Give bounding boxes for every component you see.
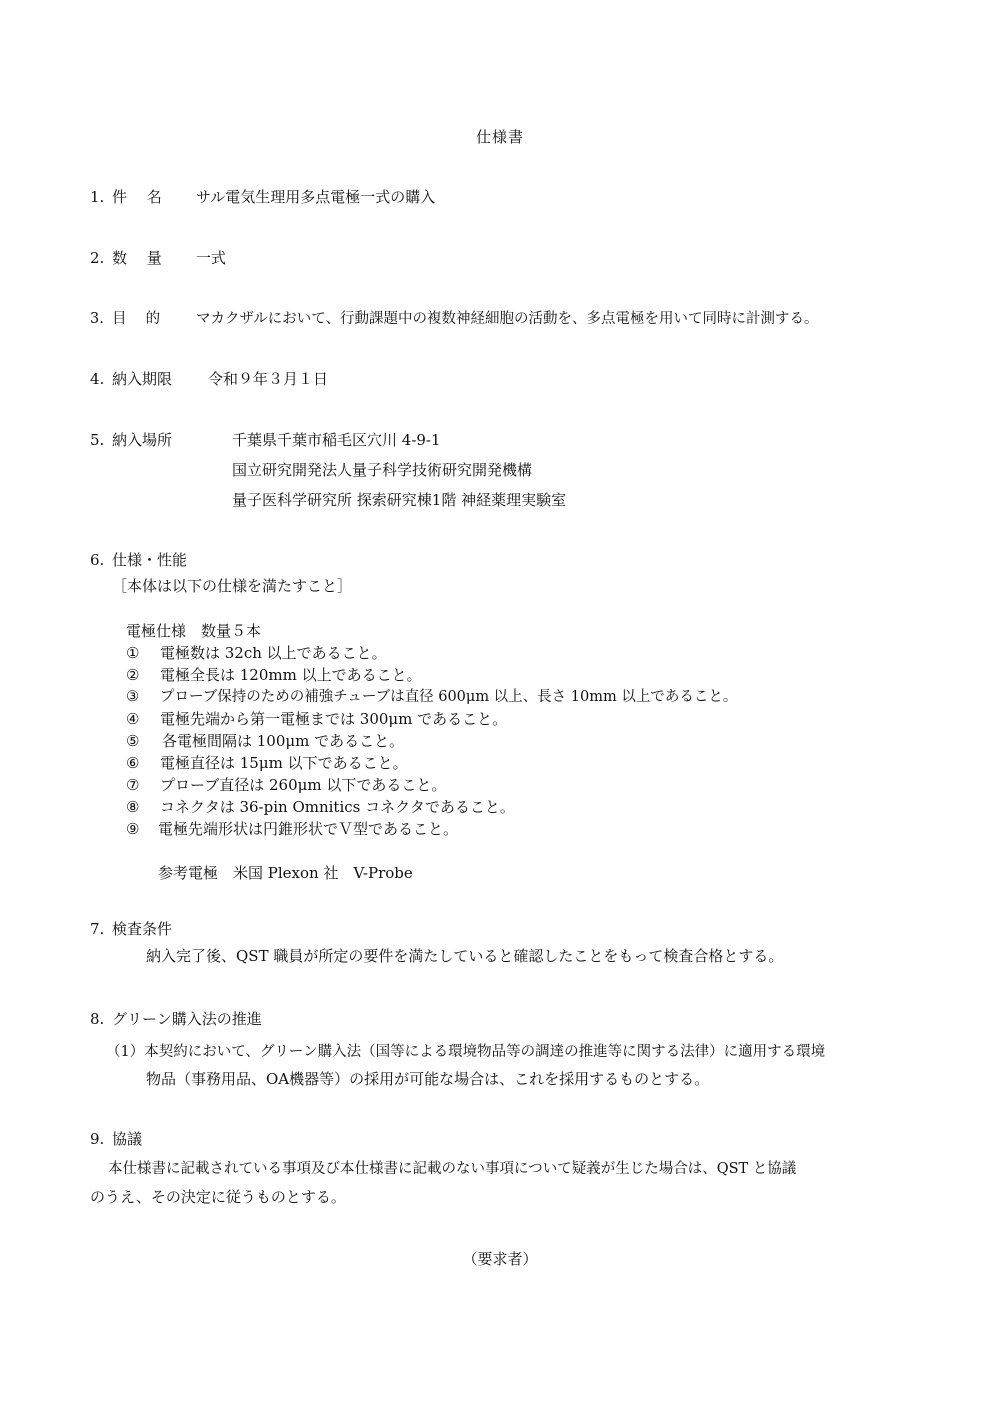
section-8: [90, 1010, 262, 1028]
spec-item-number: ③: [126, 689, 139, 705]
section-label: 検査条件: [112, 920, 173, 938]
section-7: [90, 920, 172, 938]
section-2: [90, 249, 226, 267]
section-label: 数 量: [112, 249, 162, 267]
section-number: 5.: [90, 431, 105, 449]
spec-item-text: 電極先端形状は円錐形状でＶ型であること。: [158, 820, 459, 838]
delivery-address-line: 千葉県千葉市稲毛区穴川 4-9-1: [232, 431, 441, 449]
section-label: 協議: [112, 1130, 143, 1148]
spec-item-number: ②: [126, 666, 140, 684]
section-value: サル電気生理用多点電極一式の購入: [196, 188, 436, 206]
delivery-address-line: 国立研究開発法人量子科学技術研究開発機構: [232, 461, 533, 479]
section-value: 一式: [196, 249, 227, 267]
spec-item: [126, 798, 515, 816]
spec-item-number: ⑦: [126, 776, 140, 794]
section-value: 令和９年３月１日: [208, 370, 329, 388]
consultation-text: 本仕様書に記載されている事項及び本仕様書に記載のない事項について疑義が生じた場合は、QST と協議: [108, 1161, 797, 1177]
spec-item-number: ⑤: [126, 732, 140, 750]
spec-item: [126, 754, 408, 772]
section-number: 4.: [90, 370, 105, 388]
section-value: マカクザルにおいて、行動課題中の複数神経細胞の活動を、多点電極を用いて同時に計測する。: [196, 311, 819, 327]
spec-item: [126, 710, 507, 728]
spec-item: [126, 666, 422, 684]
section-5: [90, 431, 172, 449]
section-6: [90, 551, 187, 569]
spec-item-number: ⑨: [126, 820, 140, 838]
section-number: 9.: [90, 1130, 105, 1148]
section-number: 2.: [90, 249, 105, 267]
section-3: [90, 310, 818, 328]
requester-label: （要求者）: [462, 1250, 538, 1268]
spec-item-text: 電極直径は 15μm 以下であること。: [160, 754, 408, 772]
section-4: [90, 370, 328, 388]
section-label: 納入場所: [112, 431, 173, 449]
spec-item-number: ①: [126, 644, 140, 662]
spec-item-text: プローブ直径は 260μm 以下であること。: [160, 776, 447, 794]
section-label: 目 的: [112, 311, 161, 327]
spec-item-text: 電極先端から第一電極までは 300μm であること。: [160, 710, 508, 728]
spec-item: [126, 820, 458, 838]
delivery-address-line: 量子医科学研究所 探索研究棟1階 神経薬理実験室: [232, 491, 567, 509]
spec-item-text: 電極全長は 120mm 以上であること。: [160, 666, 422, 684]
spec-item: [126, 644, 387, 662]
spec-item-number: ⑧: [126, 798, 140, 816]
inspection-text: 納入完了後、QST 職員が所定の要件を満たしていると確認したことをもって検査合格とする。: [146, 947, 784, 965]
section-1: [90, 188, 435, 206]
section-label: 件 名: [112, 188, 162, 206]
section-label: 納入期限: [112, 370, 173, 388]
spec-item-text: コネクタは 36-pin Omnitics コネクタであること。: [160, 798, 515, 816]
section-9: [90, 1130, 142, 1148]
section-number: 6.: [90, 551, 105, 569]
spec-item-text: 各電極間隔は 100μm であること。: [162, 732, 405, 750]
spec-item: [126, 732, 404, 750]
spec-item-number: ⑥: [126, 754, 140, 772]
green-purchase-text: （1）本契約において、グリーン購入法（国等による環境物品等の調達の推進等に関する法律）に適用する環境: [106, 1044, 826, 1060]
spec-item: [126, 688, 737, 706]
section-label: 仕様・性能: [112, 551, 188, 569]
section-label: グリーン購入法の推進: [112, 1010, 262, 1028]
section-number: 3.: [90, 311, 104, 327]
spec-item-text: プローブ保持のための補強チューブは直径 600μm 以上、長さ 10mm 以上であること。: [160, 689, 738, 705]
spec-item-number: ④: [126, 710, 140, 728]
spec-intro: ［本体は以下の仕様を満たすこと］: [112, 577, 353, 595]
section-number: 7.: [90, 920, 105, 938]
section-number: 8.: [90, 1010, 105, 1028]
spec-item: [126, 776, 446, 794]
spec-item-text: 電極数は 32ch 以上であること。: [160, 644, 387, 662]
document-title: 仕様書: [475, 128, 524, 146]
section-number: 1.: [90, 188, 105, 206]
green-purchase-text: 物品（事務用品、OA機器等）の採用が可能な場合は、これを採用するものとする。: [146, 1070, 710, 1088]
reference-electrode: 参考電極 米国 Plexon 社 V-Probe: [158, 864, 413, 882]
consultation-text: のうえ、その決定に従うものとする。: [90, 1188, 346, 1206]
spec-heading: 電極仕様 数量５本: [126, 622, 262, 640]
